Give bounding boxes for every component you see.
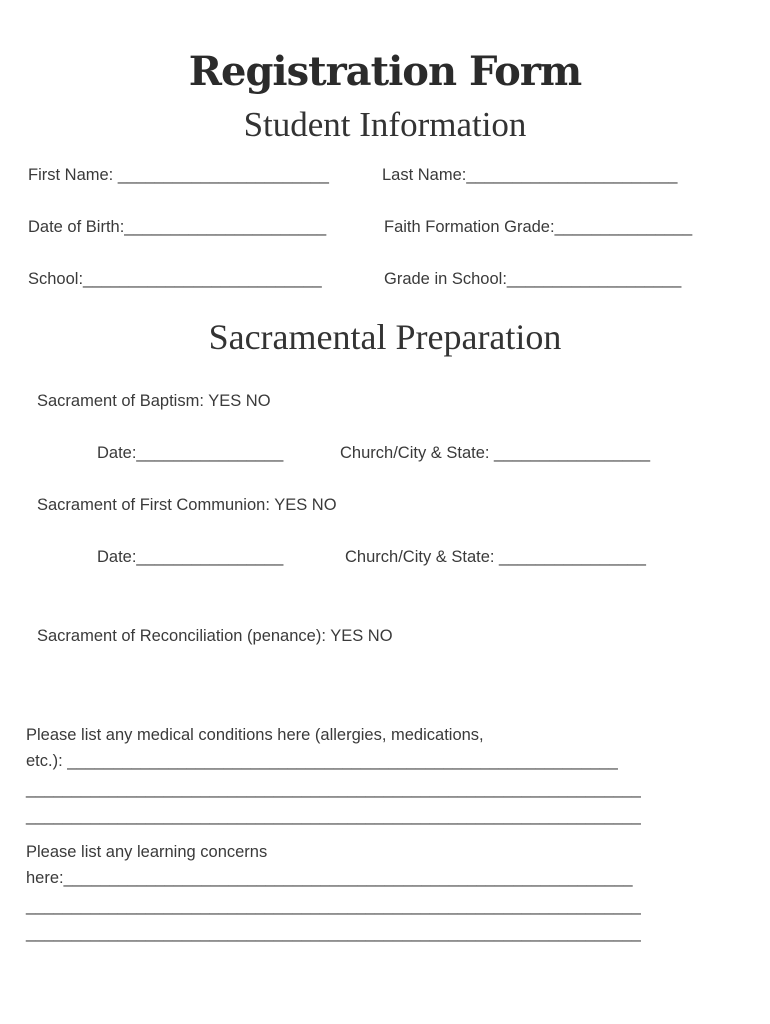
last-name-field[interactable]: Last Name:_______________________ bbox=[382, 166, 678, 184]
learning-concerns-line-2[interactable]: ___________________________________________________________________ bbox=[26, 897, 641, 915]
baptism-question[interactable]: Sacrament of Baptism: YES NO bbox=[37, 392, 271, 410]
sacramental-preparation-heading: Sacramental Preparation bbox=[208, 317, 562, 357]
learning-concerns-line-1[interactable]: here:______________________________________________________________ bbox=[26, 869, 633, 887]
medical-conditions-prompt: Please list any medical conditions here (allergies, medications, bbox=[26, 726, 484, 744]
baptism-church-field[interactable]: Church/City & State: _________________ bbox=[340, 444, 651, 462]
baptism-date-field[interactable]: Date:________________ bbox=[97, 444, 284, 462]
first-communion-question[interactable]: Sacrament of First Communion: YES NO bbox=[37, 496, 337, 514]
reconciliation-question[interactable]: Sacrament of Reconciliation (penance): YES NO bbox=[37, 627, 393, 645]
medical-conditions-line-2[interactable]: ___________________________________________________________________ bbox=[26, 780, 641, 798]
first-communion-church-field[interactable]: Church/City & State: ________________ bbox=[345, 548, 646, 566]
first-communion-date-field[interactable]: Date:________________ bbox=[97, 548, 284, 566]
faith-formation-grade-field[interactable]: Faith Formation Grade:_______________ bbox=[384, 218, 693, 236]
medical-conditions-line-1[interactable]: etc.): ____________________________________________________________ bbox=[26, 752, 618, 770]
student-information-heading: Student Information bbox=[243, 105, 527, 144]
date-of-birth-field[interactable]: Date of Birth:______________________ bbox=[28, 218, 327, 236]
learning-concerns-line-3[interactable]: ___________________________________________________________________ bbox=[26, 924, 641, 942]
school-field[interactable]: School:__________________________ bbox=[28, 270, 322, 288]
learning-concerns-prompt: Please list any learning concerns bbox=[26, 843, 268, 861]
grade-in-school-field[interactable]: Grade in School:___________________ bbox=[384, 270, 682, 288]
medical-conditions-line-3[interactable]: ___________________________________________________________________ bbox=[26, 807, 641, 825]
first-name-field[interactable]: First Name: _______________________ bbox=[28, 166, 329, 184]
form-title: Registration Form bbox=[188, 48, 582, 95]
